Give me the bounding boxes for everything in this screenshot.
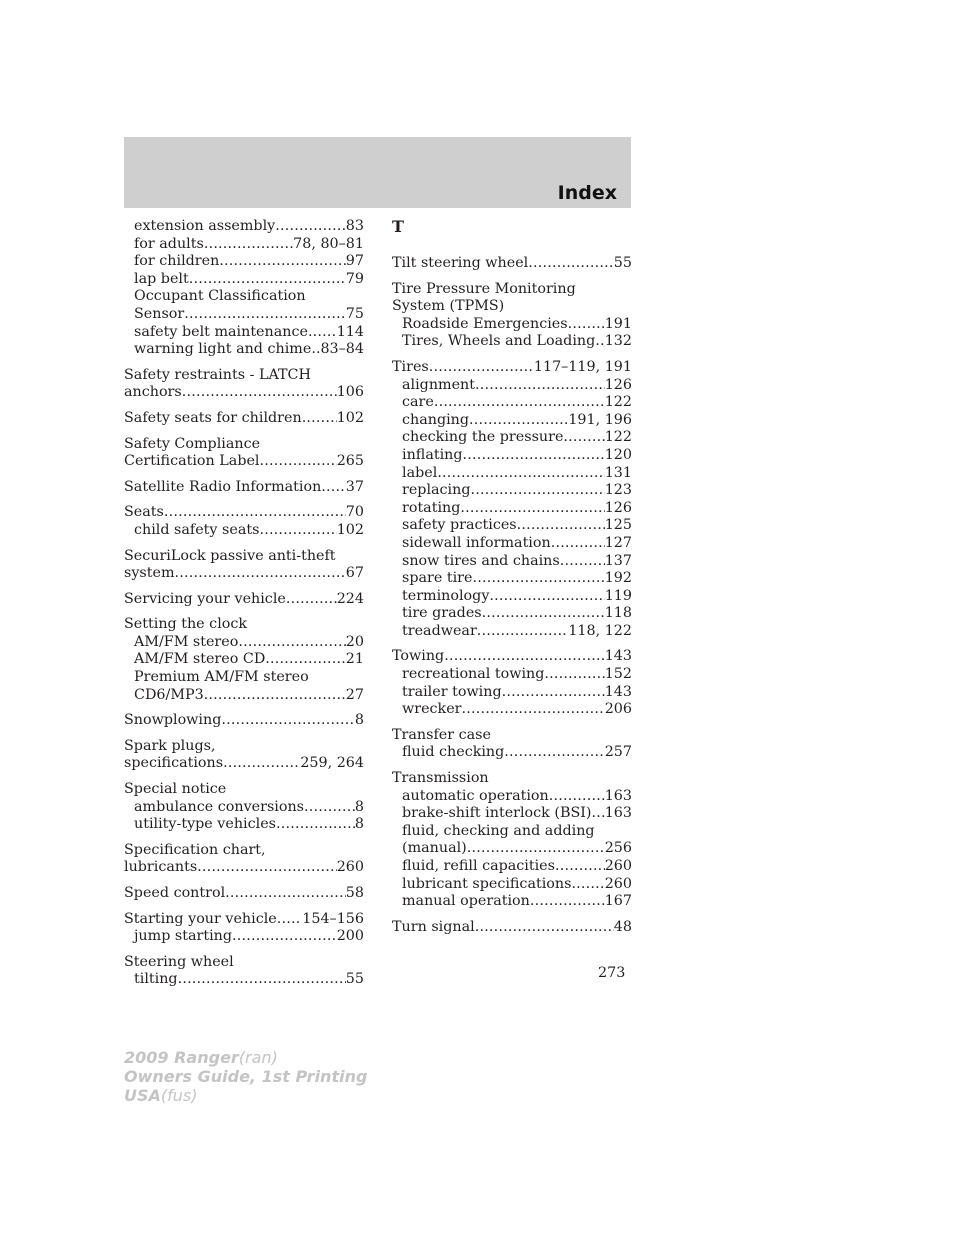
leader-dots [551, 535, 605, 553]
leader-dots [286, 591, 337, 609]
index-entry [124, 842, 364, 877]
entry-page-ref: 192 [604, 570, 632, 587]
entry-page-ref: 8 [354, 712, 364, 729]
leader-dots [571, 876, 604, 894]
index-entry [124, 436, 364, 471]
entry-term: Snowplowing [124, 712, 222, 729]
index-subentry-line [124, 218, 364, 236]
entry-page-ref: 79 [345, 270, 364, 287]
leader-dots [504, 744, 604, 762]
index-entry-line [124, 436, 364, 454]
index-subentry-line [392, 482, 632, 500]
entry-term: sidewall information [402, 534, 551, 551]
section-letter: T [392, 217, 404, 236]
leader-dots [277, 911, 303, 929]
entry-page-ref: 102 [336, 409, 364, 426]
leader-dots [517, 517, 605, 535]
entry-page-ref: 118, 122 [568, 622, 632, 639]
index-subentry-line [124, 288, 364, 306]
leader-dots [477, 623, 569, 641]
entry-page-ref: 106 [336, 384, 364, 401]
index-subentry-line [124, 324, 364, 342]
index-subentry-line [124, 669, 364, 687]
entry-term: lubricants [124, 859, 198, 876]
index-entry-line [124, 954, 364, 972]
index-entry-line [392, 727, 632, 745]
entry-term: Towing [392, 648, 445, 665]
index-subentry-line [392, 684, 632, 702]
index-subentry-line [124, 341, 364, 359]
index-entry [392, 770, 632, 911]
entry-page-ref: 260 [336, 859, 364, 876]
entry-page-ref: 256 [604, 840, 632, 857]
entry-term: Safety restraints - LATCH [124, 366, 311, 383]
index-entry-line [124, 453, 364, 471]
index-subentry-line [392, 666, 632, 684]
leader-dots [429, 359, 534, 377]
leader-dots [178, 971, 346, 989]
index-subentry-line [392, 412, 632, 430]
entry-term: recreational towing [402, 666, 545, 683]
index-subentry-line [124, 271, 364, 289]
entry-page-ref: 8 [354, 798, 364, 815]
page-number: 273 [598, 965, 626, 981]
entry-page-ref: 117–119, 191 [533, 358, 632, 375]
entry-page-ref: 78, 80–81 [293, 235, 364, 252]
section-title: Index [557, 182, 617, 204]
leader-dots [467, 840, 605, 858]
entry-page-ref: 137 [604, 552, 632, 569]
index-entry-line [124, 616, 364, 634]
index-subentry-line [392, 394, 632, 412]
leader-dots [434, 394, 605, 412]
entry-page-ref: 259, 264 [300, 755, 364, 772]
entry-term: fluid, checking and adding [402, 822, 595, 839]
footer-model-code: (ran) [238, 1048, 278, 1067]
index-entries-right [392, 255, 632, 936]
index-entry [124, 954, 364, 989]
index-column-right [392, 218, 632, 944]
index-subentry-line [124, 236, 364, 254]
leader-dots [595, 333, 604, 351]
index-subentry-line [392, 465, 632, 483]
index-entry [392, 648, 632, 718]
index-entry-line [124, 479, 364, 497]
entry-page-ref: 123 [604, 482, 632, 499]
entry-page-ref: 120 [604, 446, 632, 463]
footer-guide: Owners Guide, 1st Printing [124, 1067, 368, 1086]
entry-term: Tilt steering wheel [392, 255, 529, 271]
entry-term: Transfer case [392, 726, 491, 743]
entry-page-ref: 152 [604, 666, 632, 683]
leader-dots [528, 255, 614, 273]
entry-term: treadwear [402, 622, 477, 639]
leader-dots [563, 429, 604, 447]
index-entry-line [392, 255, 632, 273]
index-subentry-line [392, 605, 632, 623]
leader-dots [197, 859, 337, 877]
leader-dots [475, 919, 614, 937]
entry-page-ref: 119 [604, 587, 632, 604]
entry-term: utility-type vehicles [134, 816, 276, 833]
index-subentry-line [392, 623, 632, 641]
leader-dots [472, 570, 604, 588]
entry-page-ref: 265 [336, 453, 364, 470]
index-entry [392, 359, 632, 641]
leader-dots [568, 316, 605, 334]
entry-term: Transmission [392, 770, 489, 787]
entry-page-ref: 125 [604, 517, 632, 534]
entry-term: snow tires and chains [402, 552, 560, 569]
entry-page-ref: 143 [604, 648, 632, 665]
entry-term: fluid, refill capacities [402, 858, 555, 874]
entry-term: extension assembly [134, 218, 276, 234]
entry-page-ref: 122 [604, 394, 632, 411]
entry-page-ref: 132 [604, 333, 632, 350]
index-entry-line [124, 738, 364, 756]
entry-term: Speed control [124, 885, 226, 901]
index-entry-line [124, 911, 364, 929]
entry-page-ref: 167 [604, 893, 632, 910]
leader-dots [223, 755, 300, 773]
entry-page-ref: 67 [345, 565, 364, 582]
entry-term: care [402, 394, 434, 411]
index-subentry-line [124, 928, 364, 946]
entry-term: AM/FM stereo CD [134, 651, 266, 668]
entry-page-ref: 260 [604, 875, 632, 892]
entry-term: changing [402, 411, 470, 428]
index-entry [392, 727, 632, 762]
leader-dots [462, 701, 605, 719]
index-subentry-line [392, 517, 632, 535]
entry-page-ref: 70 [345, 504, 364, 521]
index-subentry-line [392, 744, 632, 762]
entry-term: Special notice [124, 781, 227, 798]
leader-dots [184, 306, 346, 324]
index-subentry-line [392, 535, 632, 553]
index-subentry-line [124, 651, 364, 669]
index-entry [124, 504, 364, 539]
entry-page-ref: 48 [613, 918, 632, 935]
entry-term: Spark plugs, [124, 737, 216, 754]
leader-dots [502, 684, 605, 702]
index-entry [392, 919, 632, 937]
entry-term: terminology [402, 587, 490, 604]
entry-term: Certification Label [124, 453, 260, 470]
index-subentry-line [392, 333, 632, 351]
entry-term: inflating [402, 446, 463, 463]
index-subentry-line [392, 447, 632, 465]
entry-term: Premium AM/FM stereo [134, 669, 309, 686]
index-entry [124, 218, 364, 359]
entry-term: lubricant specifications [402, 875, 572, 892]
index-subentry-line [392, 429, 632, 447]
leader-dots [302, 410, 337, 428]
entry-term: Safety Compliance [124, 435, 261, 452]
entry-page-ref: 75 [345, 305, 364, 322]
entry-page-ref: 58 [345, 885, 364, 901]
entry-term: Tires [392, 358, 429, 375]
entry-term: Tires, Wheels and Loading [402, 333, 596, 350]
leader-dots [221, 712, 355, 730]
entry-term: CD6/MP3 [134, 686, 204, 703]
entry-term: Starting your vehicle [124, 910, 277, 927]
index-entry-line [124, 548, 364, 566]
entry-page-ref: 191 [604, 315, 632, 332]
leader-dots [259, 522, 336, 540]
leader-dots [182, 384, 337, 402]
leader-dots [189, 271, 346, 289]
entry-term: checking the pressure [402, 429, 564, 446]
entry-term: fluid checking [402, 744, 505, 761]
index-entry-line [124, 781, 364, 799]
entry-term: Safety seats for children [124, 409, 302, 426]
entry-page-ref: 224 [336, 590, 364, 607]
index-entry-line [392, 281, 632, 299]
index-entry-line [392, 648, 632, 666]
leader-dots [175, 565, 346, 583]
index-entry [124, 712, 364, 730]
entry-term: tilting [134, 971, 178, 988]
index-entry [124, 911, 364, 946]
entry-term: anchors [124, 384, 182, 401]
entry-term: child safety seats [134, 521, 260, 538]
index-entry [124, 591, 364, 609]
footer-market-code: (fus) [160, 1086, 198, 1105]
entry-page-ref: 102 [336, 521, 364, 538]
index-entry-line [124, 367, 364, 385]
index-entry [124, 738, 364, 773]
entry-page-ref: 126 [604, 499, 632, 516]
index-subentry-line [124, 816, 364, 834]
entry-term: manual operation [402, 893, 530, 910]
entry-page-ref: 163 [604, 787, 632, 804]
entry-page-ref: 126 [604, 376, 632, 393]
leader-dots [225, 885, 346, 903]
entry-term: lap belt [134, 270, 189, 287]
index-subentry-line [392, 858, 632, 876]
entry-term: wrecker [402, 701, 462, 718]
leader-dots [437, 465, 604, 483]
leader-dots [308, 324, 337, 342]
index-column-left [124, 218, 364, 997]
entry-term: safety belt maintenance [134, 323, 308, 340]
entry-term: for children [134, 253, 220, 270]
entry-page-ref: 37 [345, 478, 364, 495]
index-subentry-line [392, 377, 632, 395]
index-subentry-line [392, 840, 632, 858]
leader-dots [489, 588, 604, 606]
entry-term: System (TPMS) [392, 298, 505, 315]
entry-term: system [124, 565, 175, 582]
index-entry [124, 479, 364, 497]
entry-page-ref: 20 [345, 633, 364, 650]
index-entry [392, 255, 632, 273]
entry-page-ref: 154–156 [302, 910, 364, 927]
entry-term: Setting the clock [124, 616, 248, 633]
entry-page-ref: 27 [345, 686, 364, 703]
entry-page-ref: 257 [604, 744, 632, 761]
entry-term: brake-shift interlock (BSI) [402, 805, 592, 822]
index-entry-line [124, 842, 364, 860]
index-subentry-line [392, 893, 632, 911]
entry-page-ref: 206 [604, 701, 632, 718]
index-subentry-line [392, 588, 632, 606]
entry-page-ref: 55 [613, 255, 632, 271]
entry-page-ref: 118 [604, 605, 632, 622]
index-subentry-line [124, 522, 364, 540]
leader-dots [311, 341, 320, 359]
leader-dots [469, 412, 568, 430]
index-subentry-line [392, 805, 632, 823]
entry-page-ref: 97 [345, 253, 364, 270]
index-entry-line [124, 565, 364, 583]
entry-page-ref: 260 [604, 858, 632, 874]
index-entry-line [124, 885, 364, 903]
index-entry-line [124, 591, 364, 609]
index-entry [124, 781, 364, 834]
entry-term: Turn signal [392, 918, 475, 935]
print-footer [124, 1048, 367, 1105]
entry-term: Satellite Radio Information [124, 478, 322, 495]
entry-term: warning light and chime [134, 341, 312, 358]
entry-term: (manual) [402, 840, 467, 857]
entry-term: ambulance conversions [134, 798, 305, 815]
leader-dots [530, 893, 605, 911]
leader-dots [460, 500, 604, 518]
index-entry-line [392, 919, 632, 937]
index-entry [392, 281, 632, 351]
leader-dots [204, 236, 293, 254]
leader-dots [260, 453, 337, 471]
index-entry [124, 885, 364, 903]
index-subentry-line [392, 823, 632, 841]
index-entry-line [124, 859, 364, 877]
index-subentry-line [124, 253, 364, 271]
entry-page-ref: 163 [604, 805, 632, 822]
leader-dots [238, 634, 345, 652]
entry-term: trailer towing [402, 683, 502, 700]
entry-term: Steering wheel [124, 953, 234, 970]
entry-page-ref: 114 [336, 323, 364, 340]
index-subentry-line [392, 570, 632, 588]
index-entry-line [124, 504, 364, 522]
leader-dots [265, 651, 346, 669]
index-subentry-line [392, 876, 632, 894]
index-entry-line [124, 755, 364, 773]
index-entry-line [124, 712, 364, 730]
index-subentry-line [124, 687, 364, 705]
index-subentry-line [124, 799, 364, 817]
entry-term: Tire Pressure Monitoring [392, 280, 576, 297]
leader-dots [276, 816, 355, 834]
leader-dots [321, 479, 346, 497]
leader-dots [482, 605, 605, 623]
entry-term: Specification chart, [124, 841, 266, 858]
leader-dots [275, 218, 346, 236]
entry-page-ref: 122 [604, 429, 632, 446]
entry-page-ref: 83–84 [320, 341, 364, 358]
leader-dots [204, 687, 346, 705]
entry-page-ref: 55 [345, 971, 364, 988]
index-subentry-line [124, 634, 364, 652]
entry-term: replacing [402, 482, 471, 499]
entry-page-ref: 83 [345, 218, 364, 234]
leader-dots [164, 504, 346, 522]
index-entry-line [124, 410, 364, 428]
entry-page-ref: 127 [604, 534, 632, 551]
entry-term: label [402, 464, 438, 481]
entry-term: jump starting [134, 928, 233, 945]
leader-dots [475, 377, 605, 395]
leader-dots [219, 253, 346, 271]
page-header-band [124, 137, 631, 208]
entry-page-ref: 8 [354, 816, 364, 833]
index-entry-line [392, 770, 632, 788]
index-subentry-line [124, 971, 364, 989]
leader-dots [463, 447, 605, 465]
leader-dots [544, 666, 604, 684]
entry-term: specifications [124, 755, 224, 772]
leader-dots [555, 858, 605, 876]
footer-model: 2009 Ranger [124, 1048, 239, 1067]
entry-term: Roadside Emergencies [402, 315, 568, 332]
entry-term: SecuriLock passive anti-theft [124, 547, 336, 564]
index-subentry-line [392, 788, 632, 806]
entry-page-ref: 143 [604, 683, 632, 700]
leader-dots [304, 799, 355, 817]
entry-term: alignment [402, 376, 475, 393]
index-subentry-line [392, 553, 632, 571]
index-subentry-line [392, 316, 632, 334]
entry-term: spare tire [402, 570, 473, 587]
index-subentry-line [392, 500, 632, 518]
leader-dots [591, 805, 604, 823]
leader-dots [549, 788, 605, 806]
entry-term: for adults [134, 235, 204, 252]
index-entry [124, 616, 364, 704]
entry-term: safety practices [402, 517, 517, 534]
footer-market: USA [124, 1086, 161, 1105]
index-entry [124, 410, 364, 428]
entry-term: Seats [124, 504, 164, 521]
index-entry-line [124, 384, 364, 402]
entry-term: automatic operation [402, 787, 549, 804]
index-entry [124, 548, 364, 583]
leader-dots [560, 553, 605, 571]
entry-term: Servicing your vehicle [124, 590, 286, 607]
index-entry-line [392, 359, 632, 377]
entry-term: AM/FM stereo [134, 633, 239, 650]
entry-page-ref: 131 [604, 464, 632, 481]
entry-page-ref: 21 [345, 651, 364, 668]
leader-dots [444, 648, 605, 666]
entry-term: Sensor [134, 305, 185, 322]
entry-page-ref: 191, 196 [568, 411, 632, 428]
index-entry-line [392, 298, 632, 316]
index-subentry-line [124, 306, 364, 324]
index-subentry-line [392, 701, 632, 719]
entry-term: rotating [402, 499, 461, 516]
index-entry [124, 367, 364, 402]
leader-dots [470, 482, 604, 500]
entry-term: Occupant Classification [134, 288, 306, 305]
leader-dots [232, 928, 337, 946]
entry-term: tire grades [402, 605, 482, 622]
entry-page-ref: 200 [336, 928, 364, 945]
